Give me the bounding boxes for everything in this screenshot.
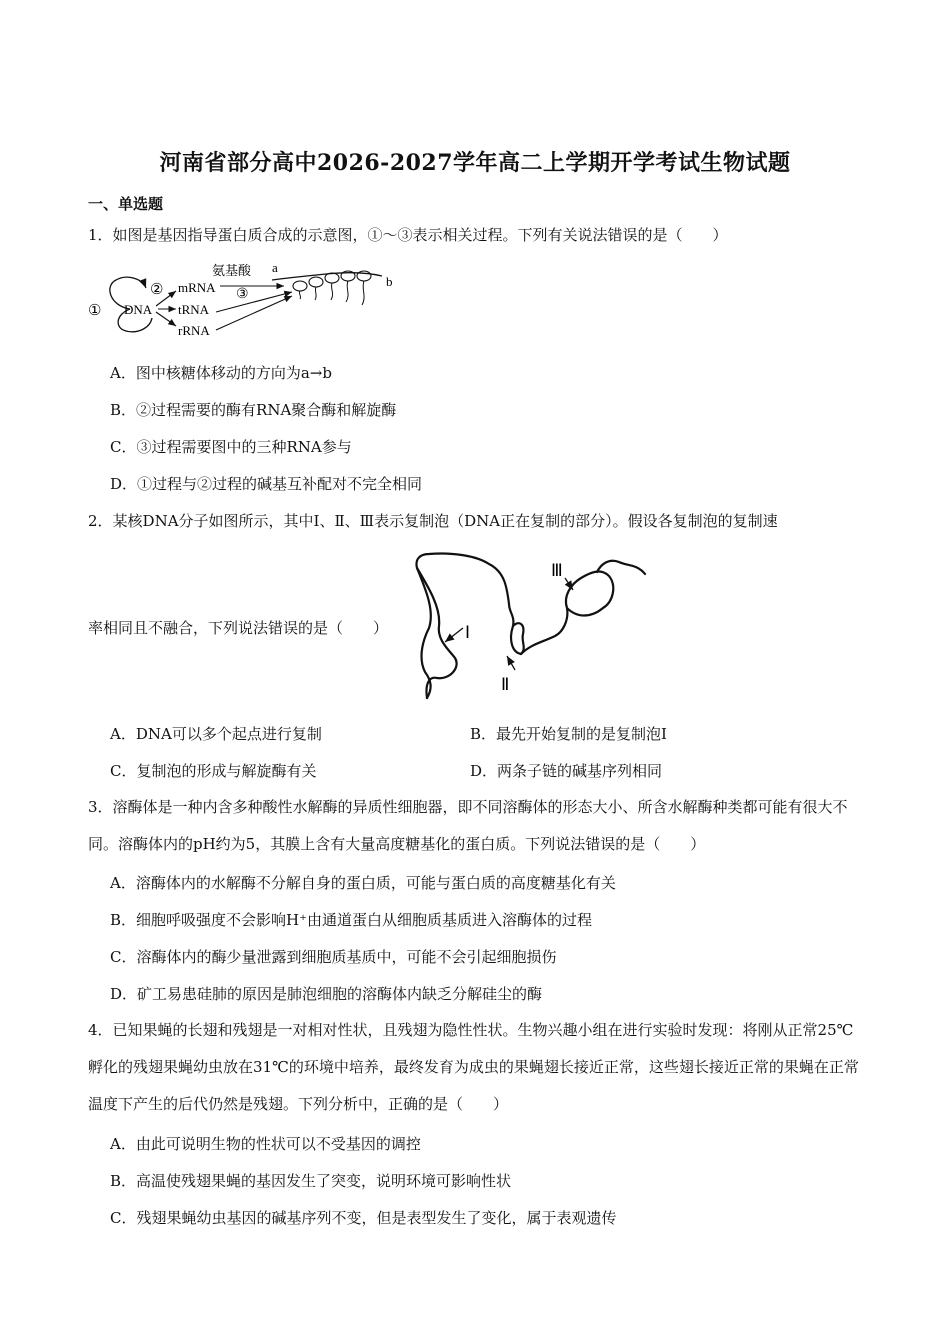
q4-option-a: A．由此可说明生物的性状可以不受基因的调控	[110, 1135, 421, 1153]
label-bubble-i: Ⅰ	[465, 623, 471, 642]
q1-stem: 1．如图是基因指导蛋白质合成的示意图，①～③表示相关过程。下列有关说法错误的是（ ）	[88, 226, 728, 244]
q1-option-c: C．③过程需要图中的三种RNA参与	[110, 438, 352, 456]
q3-option-b: B．细胞呼吸强度不会影响H⁺由通道蛋白从细胞质基质进入溶酶体的过程	[110, 911, 593, 929]
label-process-1: ①	[88, 303, 102, 319]
label-bubble-iii: Ⅲ	[551, 561, 563, 580]
label-process-3: ③	[236, 287, 249, 302]
q4-stem: 4．已知果蝇的长翅和残翅是一对相对性状，且残翅为隐性性状。生物兴趣小组在进行实验时发现：将刚从正常25℃孵化的残翅果蝇幼虫放在31℃的环境中培养，最终发育为成虫的果蝇翅长接近正常，这些翅长接近正常的果蝇在正常温度下产生的后代仍然是残翅。下列分析中，正确的是（ ）	[88, 1021, 859, 1113]
q2-option-b: B．最先开始复制的是复制泡Ⅰ	[470, 725, 667, 743]
q3-option-c: C．溶酶体内的酶少量泄露到细胞质基质中，可能不会引起细胞损伤	[110, 948, 557, 966]
label-process-2: ②	[150, 282, 164, 298]
page-title: 河南省部分高中2026-2027学年高二上学期开学考试生物试题	[159, 150, 791, 176]
q1-gene-expression-diagram	[86, 258, 406, 342]
q3-option-a: A．溶酶体内的水解酶不分解自身的蛋白质，可能与蛋白质的高度糖基化有关	[110, 874, 616, 892]
q2-replication-bubble-diagram	[405, 548, 655, 703]
label-rrna: rRNA	[178, 323, 210, 338]
q3-option-d: D．矿工易患硅肺的原因是肺泡细胞的溶酶体内缺乏分解硅尘的酶	[110, 985, 543, 1003]
q4-option-b: B．高温使残翅果蝇的基因发生了突变，说明环境可影响性状	[110, 1172, 512, 1190]
label-a: a	[272, 260, 278, 275]
q2-stem-line1: 2．某核DNA分子如图所示，其中Ⅰ、Ⅱ、Ⅲ表示复制泡（DNA正在复制的部分）。假设各复制泡的复制速	[88, 512, 778, 530]
q2-option-d: D．两条子链的碱基序列相同	[470, 762, 663, 780]
q1-option-a: A．图中核糖体移动的方向为a→b	[110, 364, 332, 382]
q4-option-c: C．残翅果蝇幼虫基因的碱基序列不变，但是表型发生了变化，属于表观遗传	[110, 1209, 617, 1227]
label-mrna: mRNA	[178, 280, 216, 295]
label-b: b	[386, 274, 393, 289]
q2-option-a: A．DNA可以多个起点进行复制	[110, 725, 322, 743]
label-dna: DNA	[124, 302, 153, 317]
q1-option-d: D．①过程与②过程的碱基互补配对不完全相同	[110, 475, 423, 493]
label-trna: tRNA	[178, 302, 210, 317]
q2-option-c: C．复制泡的形成与解旋酶有关	[110, 762, 317, 780]
q1-option-b: B．②过程需要的酶有RNA聚合酶和解旋酶	[110, 401, 397, 419]
q2-stem-line2: 率相同且不融合，下列说法错误的是（ ）	[88, 619, 389, 637]
q3-stem: 3．溶酶体是一种内含多种酸性水解酶的异质性细胞器，即不同溶酶体的形态大小、所含水解酶种类都可能有很大不同。溶酶体内的pH约为5，其膜上含有大量高度糖基化的蛋白质。下列说法错误的是（ ）	[88, 798, 848, 853]
section-heading: 一、单选题	[88, 195, 164, 213]
label-amino-acid: 氨基酸	[212, 263, 252, 278]
label-bubble-ii: Ⅱ	[501, 675, 510, 694]
